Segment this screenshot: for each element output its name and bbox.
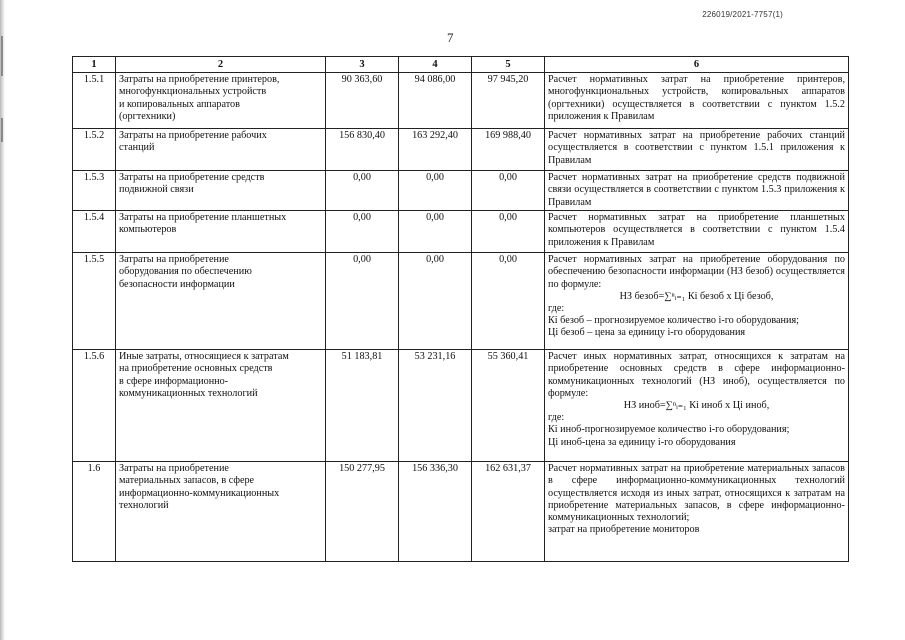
row-name-line: Иные затраты, относящиеся к затратам [119,351,289,363]
value-year-2: 0,00 [399,211,472,253]
row-name-line: коммуникационных технологий [119,387,258,399]
cost-table [72,56,849,562]
value-year-1: 0,00 [326,253,399,350]
value-year-1: 90 363,60 [326,73,399,129]
row-name [116,171,326,211]
row-description [545,350,849,462]
row-name-line: Затраты на приобретение [119,254,229,266]
row-name-line: Затраты на приобретение средств [119,172,265,184]
column-header: 5 [472,57,545,73]
row-name-line: Затраты на приобретение принтеров, [119,74,280,86]
column-header: 1 [73,57,116,73]
formula-definition: Цi безоб – цена за единицу i-го оборудования [548,327,746,339]
row-name [116,350,326,462]
row-name-line: технологий [119,499,169,511]
row-name-line: материальных запасов, в сфере [119,475,255,487]
row-name-line: многофункциональных устройств [119,86,267,98]
row-number: 1.5.4 [73,211,116,253]
row-name-line: Затраты на приобретение [119,463,229,475]
table-row [73,129,849,171]
table-row [73,350,849,462]
row-number: 1.5.5 [73,253,116,350]
value-year-2: 156 336,30 [399,462,472,562]
formula-definition: Кi безоб – прогнозируемое количество i-го оборудования; [548,315,799,327]
scan-edge-shadow [0,0,5,640]
formula-where: где: [548,412,565,424]
value-year-2: 94 086,00 [399,73,472,129]
description-intro: Расчет иных нормативных затрат, относящихся к затратам на приобретение основных средств в сфере информационно-коммуникационных технологий (НЗ иноб), осуществляется по формуле: [548,351,845,399]
row-name-line: оборудования по обеспечению [119,266,252,278]
row-description [545,462,849,562]
value-year-2: 0,00 [399,253,472,350]
value-year-3: 162 631,37 [472,462,545,562]
row-name-line: подвижной связи [119,184,194,196]
value-year-1: 156 830,40 [326,129,399,171]
row-number: 1.6 [73,462,116,562]
formula: НЗ иноб=∑ⁿᵢ₌₁ Кi иноб х Цi иноб, [623,400,770,412]
value-year-3: 0,00 [472,171,545,211]
formula: НЗ безоб=∑ⁿᵢ₌₁ Кi безоб х Цi безоб, [619,290,774,302]
row-name-line: компьютеров [119,224,177,236]
column-header: 4 [399,57,472,73]
column-header: 2 [116,57,326,73]
row-name [116,253,326,350]
description-paragraph: затрат на приобретение мониторов [548,524,700,536]
row-description: Расчет нормативных затрат на приобретение планшетных компьютеров осуществляется в соответствии с пунктом 1.5.4 приложения к Правилам [545,211,849,253]
table-row [73,253,849,350]
row-name [116,73,326,129]
row-description [545,253,849,350]
table-header-row [73,57,849,73]
row-name-line: (оргтехники) [119,110,176,122]
row-name-line: и копировальных аппаратов [119,98,240,110]
formula-where: где: [548,303,565,315]
value-year-3: 55 360,41 [472,350,545,462]
value-year-3: 0,00 [472,211,545,253]
row-name [116,462,326,562]
row-name-line: безопасности информации [119,278,235,290]
scan-edge-mark [1,118,3,142]
column-header: 3 [326,57,399,73]
value-year-2: 53 231,16 [399,350,472,462]
row-description: Расчет нормативных затрат на приобретение средств подвижной связи осуществляется в соответствии с пунктом 1.5.3 приложения к Правилам [545,171,849,211]
table-row [73,171,849,211]
page-number: 7 [447,30,454,45]
table-row [73,462,849,562]
row-name-line: Затраты на приобретение рабочих [119,130,267,142]
value-year-1: 51 183,81 [326,350,399,462]
row-number: 1.5.1 [73,73,116,129]
row-name-line: в сфере информационно- [119,375,229,387]
row-description: Расчет нормативных затрат на приобретение принтеров, многофункциональных устройств, копировальных аппаратов (оргтехники) осуществляется в соответствии с пунктом 1.5.2 приложения к Правилам [545,73,849,129]
row-name-line: Затраты на приобретение планшетных [119,212,287,224]
column-header: 6 [545,57,849,73]
row-name-line: информационно-коммуникационных [119,487,280,499]
row-name [116,129,326,171]
value-year-3: 0,00 [472,253,545,350]
row-number: 1.5.2 [73,129,116,171]
row-name-line: станций [119,142,155,154]
value-year-3: 169 988,40 [472,129,545,171]
value-year-1: 0,00 [326,171,399,211]
value-year-1: 0,00 [326,211,399,253]
row-name [116,211,326,253]
table-row [73,73,849,129]
description-intro: Расчет нормативных затрат на приобретение оборудования по обеспечению безопасности информации (НЗ безоб) осуществляется по формуле: [548,254,845,290]
row-number: 1.5.3 [73,171,116,211]
value-year-1: 150 277,95 [326,462,399,562]
formula-definition: Кi иноб-прогнозируемое количество i-го оборудования; [548,424,790,436]
document-registration-number: 226019/2021-7757(1) [702,10,783,19]
table-row [73,211,849,253]
value-year-2: 0,00 [399,171,472,211]
description-paragraph: Расчет нормативных затрат на приобретение материальных запасов в сфере информационно-коммуникационных технологий осуществляется исходя из иных затрат, относящихся к затратам на приобретение материальных запасов, в сфере информационно-коммуникационных технологий; [548,463,845,524]
row-name-line: на приобретение основных средств [119,363,273,375]
value-year-3: 97 945,20 [472,73,545,129]
scan-edge-mark [1,36,3,76]
row-number: 1.5.6 [73,350,116,462]
value-year-2: 163 292,40 [399,129,472,171]
row-description: Расчет нормативных затрат на приобретение рабочих станций осуществляется в соответствии с пунктом 1.5.1 приложения к Правилам [545,129,849,171]
formula-definition: Цi иноб-цена за единицу i-го оборудования [548,436,736,448]
